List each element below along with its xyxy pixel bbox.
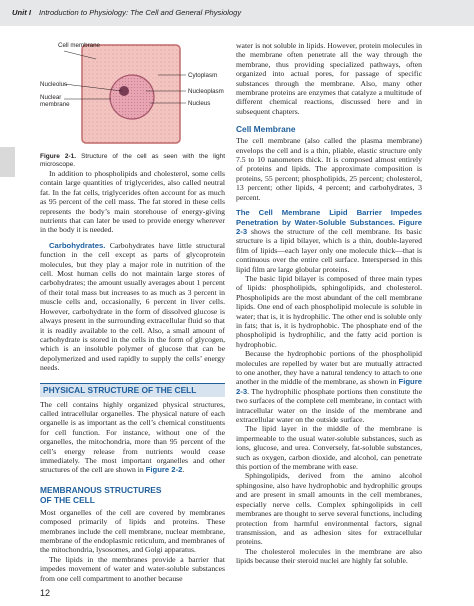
paragraph: Sphingolipids, derived from the amino alcohol sphingosine, also have hydrophobic and hydrophilic groups and are present in small amounts in the cell membranes, especially nerve cells. Complex sphingolipids in cell membranes are thought to serve several functions, including protection from harmful environmental factors, signal transmission, and as adhesion sites for extracellular proteins. xyxy=(236,471,422,547)
heading-physical-structure: PHYSICAL STRUCTURE OF THE CELL xyxy=(40,383,225,397)
caption-text: Structure of the cell as seen with the light microscope. xyxy=(40,153,226,168)
left-column xyxy=(40,41,225,583)
paragraph-carbohydrates xyxy=(40,241,225,373)
paragraph: The basic lipid bilayer is composed of three main types of lipids: phospholipids, sphingolipids, and cholesterol. Phospholipids are the most abundant of the cell membrane lipids. One end of each phospholipid molecule is soluble in water; that is, it is hydrophilic. The other end is soluble only in fats; that is, it is hydrophobic. The phosphate end of the phospholipid is hydrophilic, and the fatty acid portion is hydrophobic. xyxy=(236,273,422,349)
paragraph: The lipid layer in the middle of the membrane is impermeable to the usual water-soluble substances, such as ions, glucose, and urea. Conversely, fat-soluble substances, such as oxygen, carbon dioxide, and alcohol, can penetrate this portion of the membrane with ease. xyxy=(236,424,422,472)
figure-link[interactable]: Figure 2-3 xyxy=(236,377,422,396)
label-nuclear-membrane: Nuclear membrane xyxy=(40,94,70,108)
paragraph: The cholesterol molecules in the membrane are also lipids because their steroid nuclei are highly fat soluble. xyxy=(236,546,422,566)
runin-carbohydrates: Carbohydrates. xyxy=(49,240,106,250)
paragraph: Most organelles of the cell are covered by membranes composed primarily of lipids and proteins. These membranes include the cell membrane, nuclear membrane, membrane of the endoplasmic reticulum, and membranes of the mitochondria, lysosomes, and Golgi apparatus. xyxy=(40,507,225,555)
runin-lipid-barrier: The Cell Membrane Lipid Barrier Impedes Penetration by Water-Soluble Substances. xyxy=(236,208,422,227)
paragraph-text: shows the structure of the cell membrane. Its basic structure is a lipid bilayer, which is a thin, double-layered film of lipids—each layer only one molecule thick—that is continuous over the entire cell surface. Interspersed in this lipid film are large globular proteins. xyxy=(236,226,423,274)
header-title: Introduction to Physiology: The Cell and General Physiology xyxy=(38,8,242,17)
paragraph-text: Because the hydrophobic portions of the phospholipid molecules are repelled by water but are mutually attracted to one another, they have a natural tendency to attach to one another in the middle of the membrane, as shown in xyxy=(236,349,422,387)
figure-link[interactable]: Figure 2-3 xyxy=(236,217,422,236)
label-nucleoplasm: Nucleoplasm xyxy=(188,88,224,95)
paragraph-hydrophobic xyxy=(236,349,422,424)
heading-cell-membrane: Cell Membrane xyxy=(236,124,296,135)
heading-line-1: MEMBRANOUS STRUCTURES xyxy=(40,484,162,495)
paragraph: The cell membrane (also called the plasma membrane) envelops the cell and is a thin, pliable, elastic structure only 7.5 to 10 nanometers thick. It is composed almost entirely of proteins and lipids. The approximate composition is proteins, 55 percent; phospholipids, 25 percent; cholesterol, 13 percent; other lipids, 4 percent; and carbohydrates, 3 percent. xyxy=(236,136,422,202)
paragraph-lipid-barrier xyxy=(236,208,422,274)
paragraph-text: The cell contains highly organized physical structures, called intracellular organelles. The physical nature of each organelle is as important as the cell’s chemical constituents for cell function. For instance, without one of the organelles, the mitochondria, more than 95 percent of the cell’s energy release from nutrients would cease immediately. The most important organelles and other structures of the cell are shown in xyxy=(40,399,225,475)
label-nucleus: Nucleus xyxy=(188,100,211,107)
side-tab xyxy=(0,147,15,177)
paragraph-text: . The hydrophilic phosphate portions then constitute the two surfaces of the complete cell membrane, in contact with intracellular water on the inside of the membrane and extracellular water on the outside surface. xyxy=(236,386,422,425)
running-header xyxy=(0,0,474,26)
label-cell-membrane: Cell membrane xyxy=(58,42,100,49)
paragraph-text: Carbohydrates have little structural function in the cell except as parts of glycoprotein molecules, but they play a major role in nutrition of the cell. Most human cells do not maintain large stores of carbohydrates; the amount usually averages about 1 percent of their total mass but increases to as much as 3 percent in muscle cells and, occasionally, 6 percent in liver cells. However, carbohydrate in the form of dissolved glucose is always present in the surrounding extracellular fluid so that it is readily available to the cell. Also, a small amount of carbohydrate is stored in the cells in the form of glycogen, which is an insoluble polymer of glucose that can be depolymerized and used rapidly to supply the cells’ energy needs. xyxy=(40,240,225,373)
paragraph: In addition to phospholipids and cholesterol, some cells contain large quantities of triglycerides, also called neutral fat. In the fat cells, triglycerides often account for as much as 95 percent of the cell mass. The fat stored in these cells represents the body’s main storehouse of energy-giving nutrients that can later be used to provide energy wherever in the body it is needed. xyxy=(40,169,225,235)
label-nucleolus: Nucleolus xyxy=(40,81,68,88)
paragraph: The lipids in the membranes provide a barrier that impedes movement of water and water-soluble substances from one cell compartment to another because xyxy=(40,554,225,583)
figure-link[interactable]: Figure 2-2 xyxy=(145,465,183,475)
figure-2-1 xyxy=(40,41,225,145)
caption-label: Figure 2-1. xyxy=(40,153,77,160)
heading-line-2: OF THE CELL xyxy=(40,494,95,505)
heading-membranous-structures xyxy=(40,485,225,505)
figure-caption xyxy=(40,153,225,169)
right-column xyxy=(236,41,422,566)
label-cytoplasm: Cytoplasm xyxy=(188,72,218,79)
unit-label: Unit I xyxy=(12,8,31,17)
page-number: 12 xyxy=(40,588,51,598)
paragraph-physical xyxy=(40,400,225,475)
paragraph-end: . xyxy=(182,465,185,475)
paragraph: water is not soluble in lipids. However, protein molecules in the membrane often penetrate all the way through the membrane, thus providing specialized pathways, often organized into actual pores, for passage of specific substances through the membrane. Also, many other membrane proteins are enzymes that catalyze a multitude of different chemical reactions, discussed here and in subsequent chapters. xyxy=(236,41,422,116)
